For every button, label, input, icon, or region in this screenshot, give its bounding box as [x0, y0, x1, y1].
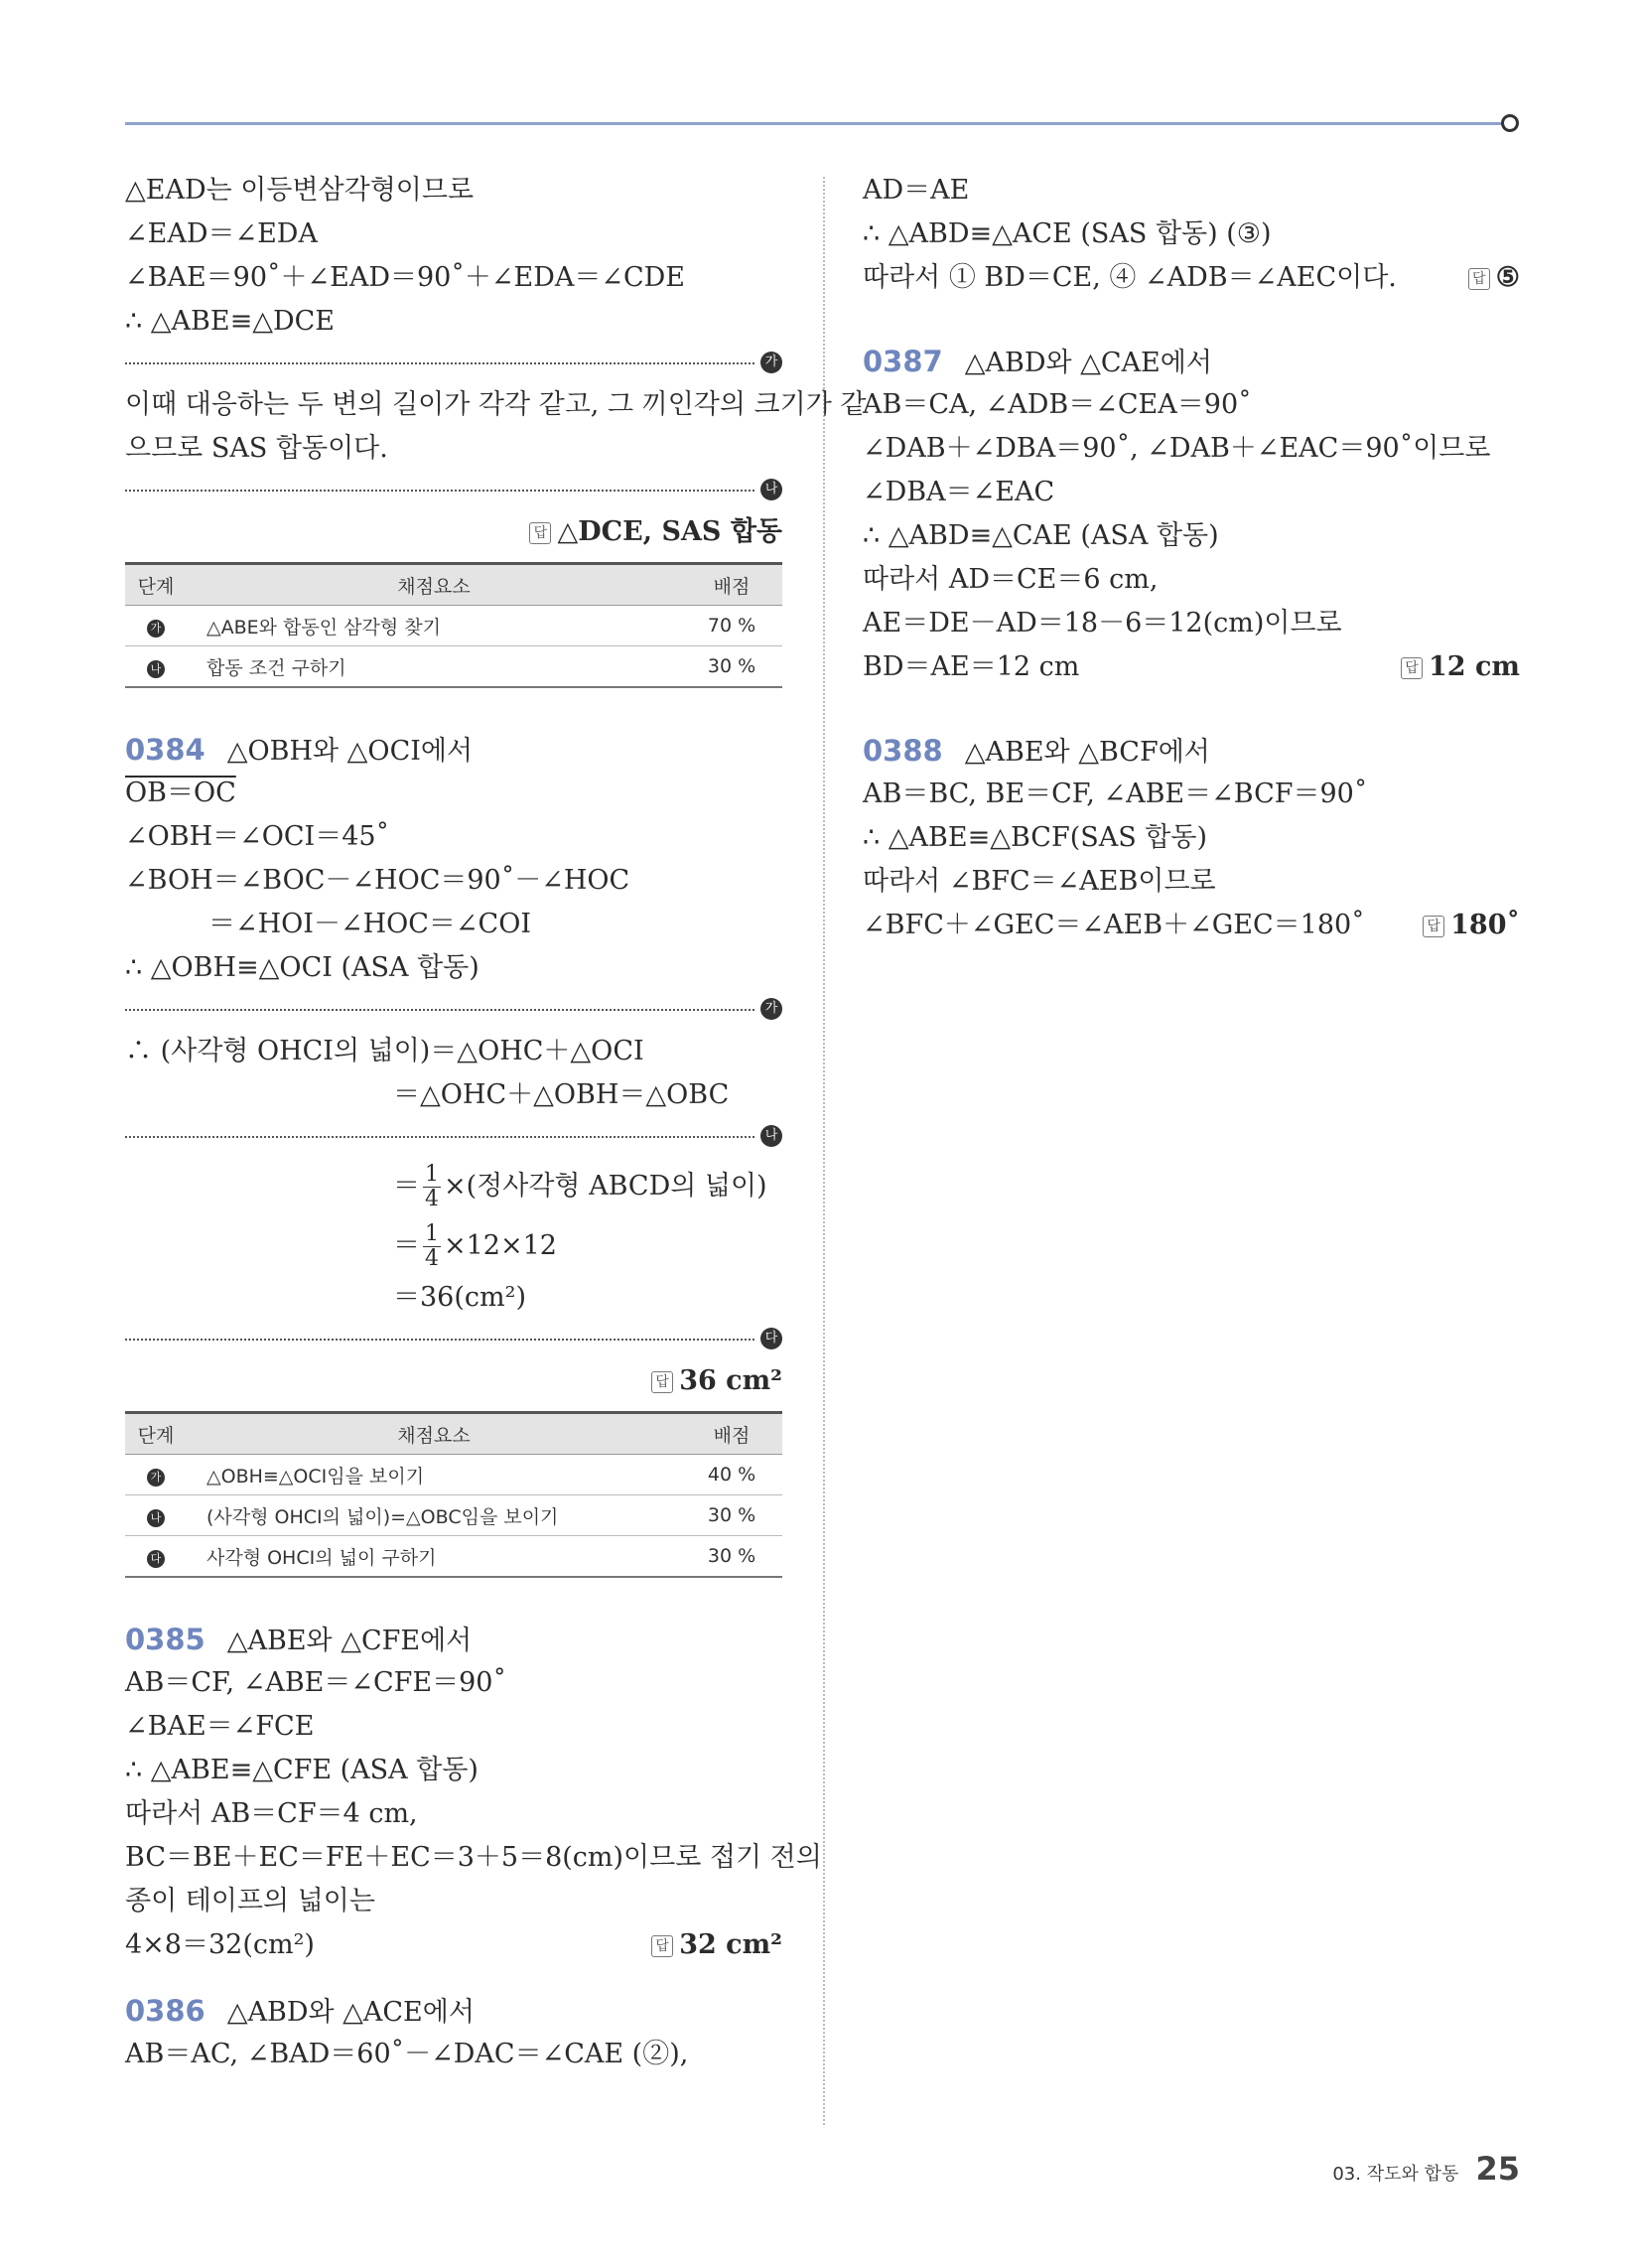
problem-0386-cont-line: 따라서 ① BD＝CE, ④ ∠ADB＝∠AEC이다. 답 ⑤	[863, 256, 1520, 300]
problem-0386-cont-line: AD＝AE	[863, 175, 970, 206]
problem-number: 0385	[125, 1623, 205, 1656]
problem-0385-line: ∴ △ABE≡△CFE (ASA 합동)	[125, 1755, 479, 1785]
problem-0385-line: 따라서 AB＝CF＝4 cm,	[125, 1798, 418, 1829]
step-marker: 가	[147, 1469, 165, 1487]
page-number: 25	[1475, 2150, 1520, 2188]
answer-mark: 답	[1401, 657, 1423, 679]
problem-0385-line: BC＝BE＋EC＝FE＋EC＝3＋5＝8(cm)이므로 접기 전의	[125, 1842, 822, 1873]
table-row	[125, 606, 782, 646]
answer-0385: 답 32 cm²	[651, 1923, 782, 1967]
step-marker: 다	[760, 1328, 782, 1349]
problem-0385-line: AB＝CF, ∠ABE＝∠CFE＝90˚	[125, 1667, 506, 1698]
step-marker: 나	[147, 1509, 165, 1527]
table-cell: △ABE와 합동인 삼각형 찾기	[187, 606, 681, 646]
problem-0385-line: 4×8＝32(cm²) 답 32 cm²	[125, 1923, 782, 1967]
table-cell: 70 %	[681, 606, 782, 646]
answer-intro: 답 △DCE, SAS 합동	[125, 510, 782, 554]
column-divider	[823, 177, 825, 2125]
problem-0385-heading: 0385 △ABE와 △CFE에서	[125, 1623, 473, 1656]
problem-0387-line: ∠DBA＝∠EAC	[863, 477, 1055, 507]
problem-number: 0384	[125, 733, 205, 767]
answer-mark: 답	[651, 1371, 673, 1393]
step-marker: 가	[760, 998, 782, 1020]
problem-0386-heading: 0386 △ABD와 △ACE에서	[125, 1994, 475, 2028]
problem-0387-line: AE＝DE－AD＝18－6＝12(cm)이므로	[863, 608, 1342, 638]
problem-0384-line: ＝△OHC＋△OBH＝△OBC	[393, 1079, 730, 1110]
answer-0386: 답 ⑤	[1468, 256, 1520, 300]
fraction-line-2: ＝ $\frac{1}{4}$ ×12×12	[393, 1221, 557, 1271]
problem-0384-line: ∠OBH＝∠OCI＝45˚	[125, 821, 390, 852]
table-header: 배점	[681, 564, 782, 606]
problem-number: 0387	[863, 345, 943, 378]
problem-0384-heading: 0384 △OBH와 △OCI에서	[125, 733, 474, 767]
table-header: 배점	[681, 1413, 782, 1455]
problem-0386-line: AB＝AC, ∠BAD＝60˚－∠DAC＝∠CAE (②),	[125, 2039, 689, 2069]
problem-0386-cont-line: ∴ △ABD≡△ACE (SAS 합동) (③)	[863, 218, 1272, 249]
answer-mark: 답	[529, 522, 551, 544]
table-header: 채점요소	[187, 564, 681, 606]
problem-0387-line: 따라서 AD＝CE＝6 cm,	[863, 564, 1159, 595]
table-cell: (사각형 OHCI의 넓이)=△OBC임을 보이기	[187, 1495, 681, 1536]
intro-line-2: ∠EAD＝∠EDA	[125, 218, 318, 249]
step-marker: 다	[147, 1550, 165, 1568]
scoring-table-1	[125, 562, 782, 688]
problem-0388-line: 따라서 ∠BFC＝∠AEB이므로	[863, 866, 1216, 897]
answer-mark: 답	[1468, 268, 1490, 290]
step-divider-ga	[125, 990, 782, 1030]
problem-0384-line: OB＝OC	[125, 778, 236, 808]
problem-0388-line: ∠BFC＋∠GEC＝∠AEB＋∠GEC＝180˚ 답 180˚	[863, 904, 1520, 947]
section-title: 03. 작도와 합동	[1332, 2164, 1459, 2185]
problem-0388-line: ∴ △ABE≡△BCF(SAS 합동)	[863, 822, 1208, 853]
table-row	[125, 646, 782, 688]
table-cell: 30 %	[681, 646, 782, 688]
problem-0385-line: ∠BAE＝∠FCE	[125, 1711, 315, 1742]
table-row	[125, 1455, 782, 1495]
right-column	[863, 169, 1520, 947]
left-column	[125, 169, 867, 2076]
table-header: 채점요소	[187, 1413, 681, 1455]
problem-number: 0386	[125, 1994, 205, 2028]
fraction: $\frac{1}{4}$	[425, 1221, 439, 1271]
intro-line-3: ∠BAE＝90˚＋∠EAD＝90˚＋∠EDA＝∠CDE	[125, 262, 685, 293]
intro-line-1: △EAD는 이등변삼각형이므로	[125, 175, 475, 206]
step-divider-da	[125, 1320, 782, 1359]
intro-line-4: ∴ △ABE≡△DCE	[125, 306, 335, 337]
step-divider-ga	[125, 344, 782, 383]
answer-0387: 답 12 cm	[1401, 645, 1520, 689]
problem-0387-heading: 0387 △ABD와 △CAE에서	[863, 345, 1212, 378]
fraction: $\frac{1}{4}$	[425, 1162, 439, 1211]
table-cell: △OBH≡△OCI임을 보이기	[187, 1455, 681, 1495]
problem-0387-line: ∴ △ABD≡△CAE (ASA 합동)	[863, 520, 1219, 551]
step-divider-na	[125, 471, 782, 510]
answer-mark: 답	[1423, 916, 1444, 937]
step-marker: 나	[147, 660, 165, 678]
problem-0384-line: ∴ △OBH≡△OCI (ASA 합동)	[125, 952, 479, 983]
table-cell: 합동 조건 구하기	[187, 646, 681, 688]
table-row	[125, 1495, 782, 1536]
problem-0388-line: AB＝BC, BE＝CF, ∠ABE＝∠BCF＝90˚	[863, 779, 1368, 809]
problem-0384-line: ∠BOH＝∠BOC－∠HOC＝90˚－∠HOC	[125, 865, 630, 896]
table-cell: 40 %	[681, 1455, 782, 1495]
step-divider-na	[125, 1117, 782, 1157]
problem-0385-line: 종이 테이프의 넓이는	[125, 1886, 375, 1916]
table-row	[125, 1536, 782, 1578]
problem-0388-heading: 0388 △ABE와 △BCF에서	[863, 734, 1210, 768]
problem-0384-line: ∴ (사각형 OHCI의 넓이)＝△OHC＋△OCI	[125, 1036, 644, 1066]
table-header: 단계	[125, 564, 187, 606]
header-rule	[125, 122, 1511, 125]
step-marker: 나	[760, 479, 782, 500]
problem-0387-line: BD＝AE＝12 cm 답 12 cm	[863, 645, 1520, 689]
intro-text-1: 이때 대응하는 두 변의 길이가 각각 같고, 그 끼인각의 크기가 같	[125, 389, 867, 420]
answer-mark: 답	[651, 1935, 673, 1957]
problem-0387-line: ∠DAB＋∠DBA＝90˚, ∠DAB＋∠EAC＝90˚이므로	[863, 433, 1491, 464]
problem-0387-line: AB＝CA, ∠ADB＝∠CEA＝90˚	[863, 389, 1252, 420]
table-cell: 30 %	[681, 1495, 782, 1536]
step-marker: 가	[760, 352, 782, 373]
table-cell: 사각형 OHCI의 넓이 구하기	[187, 1536, 681, 1578]
answer-0388: 답 180˚	[1423, 904, 1520, 947]
step-marker: 가	[147, 620, 165, 638]
page-footer	[1332, 2150, 1520, 2188]
problem-0384-line: ＝∠HOI－∠HOC＝∠COI	[208, 909, 532, 939]
problem-0384-line: ＝36(cm²)	[393, 1282, 526, 1313]
answer-0384: 답 36 cm²	[125, 1359, 782, 1403]
fraction-line-1: ＝ $\frac{1}{4}$ ×(정사각형 ABCD의 넓이)	[393, 1162, 767, 1211]
problem-number: 0388	[863, 734, 943, 768]
header-rule-dot	[1501, 114, 1519, 132]
table-header: 단계	[125, 1413, 187, 1455]
step-marker: 나	[760, 1125, 782, 1147]
table-cell: 30 %	[681, 1536, 782, 1578]
intro-text-2: 으므로 SAS 합동이다.	[125, 433, 388, 464]
scoring-table-2	[125, 1411, 782, 1578]
